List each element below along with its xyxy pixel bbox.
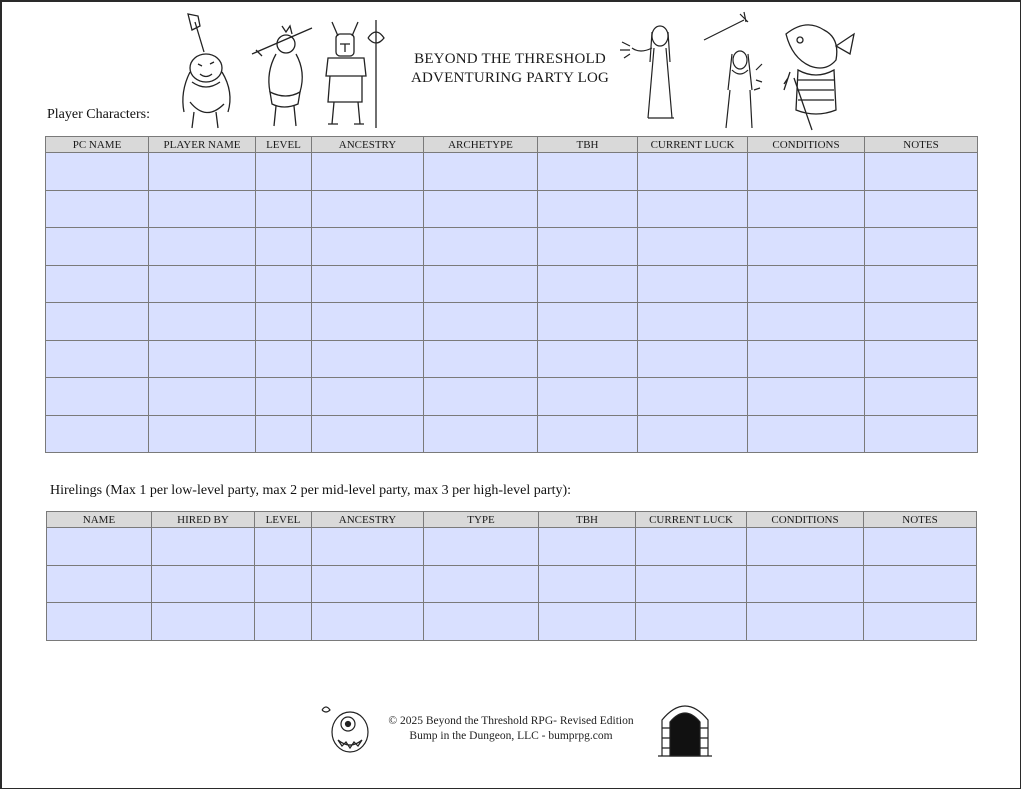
pc-cell-level[interactable] (256, 153, 312, 191)
pc-cell-notes[interactable] (865, 415, 978, 453)
hireling-cell-current-luck[interactable] (636, 603, 747, 641)
pc-cell-ancestry[interactable] (312, 228, 424, 266)
pc-cell-archetype[interactable] (424, 190, 538, 228)
pc-cell-tbh[interactable] (538, 190, 638, 228)
pc-cell-pc-name[interactable] (46, 378, 149, 416)
pc-cell-current-luck[interactable] (638, 190, 748, 228)
pc-cell-archetype[interactable] (424, 303, 538, 341)
hireling-header-name: NAME (47, 512, 152, 528)
table-row (46, 190, 978, 228)
druid-illustration (700, 10, 766, 132)
pc-cell-conditions[interactable] (748, 228, 865, 266)
pc-cell-pc-name[interactable] (46, 340, 149, 378)
pc-header-tbh: TBH (538, 137, 638, 153)
hireling-header-type: TYPE (424, 512, 539, 528)
hireling-cell-level[interactable] (255, 528, 312, 566)
pc-cell-notes[interactable] (865, 265, 978, 303)
hireling-header-notes: NOTES (864, 512, 977, 528)
pc-cell-archetype[interactable] (424, 340, 538, 378)
hireling-cell-conditions[interactable] (747, 565, 864, 603)
player-characters-label: Player Characters: (47, 107, 151, 122)
table-row (46, 415, 978, 453)
table-row (46, 153, 978, 191)
table-row (46, 228, 978, 266)
pc-cell-current-luck[interactable] (638, 340, 748, 378)
pc-cell-conditions[interactable] (748, 378, 865, 416)
pc-cell-level[interactable] (256, 190, 312, 228)
hireling-header-level: LEVEL (255, 512, 312, 528)
pc-cell-player-name[interactable] (149, 303, 256, 341)
pc-cell-tbh[interactable] (538, 265, 638, 303)
pc-cell-conditions[interactable] (748, 265, 865, 303)
hireling-cell-name[interactable] (47, 565, 152, 603)
pc-cell-ancestry[interactable] (312, 415, 424, 453)
pc-header-row (46, 137, 978, 153)
pc-cell-current-luck[interactable] (638, 303, 748, 341)
title-line-2: ADVENTURING PARTY LOG (410, 70, 610, 86)
hireling-cell-tbh[interactable] (539, 565, 636, 603)
hirelings-header-row (47, 512, 977, 528)
barbarian-axe-illustration (168, 12, 244, 130)
pc-cell-tbh[interactable] (538, 153, 638, 191)
document-title (408, 50, 612, 88)
hireling-cell-level[interactable] (255, 565, 312, 603)
pc-header-level: LEVEL (256, 137, 312, 153)
hireling-cell-notes[interactable] (864, 603, 977, 641)
table-row (46, 265, 978, 303)
hireling-cell-name[interactable] (47, 603, 152, 641)
copyright-text: © 2025 Beyond the Threshold RPG- Revised Edition (388, 715, 634, 727)
pc-cell-archetype[interactable] (424, 378, 538, 416)
hireling-cell-ancestry[interactable] (312, 565, 424, 603)
publisher-text: Bump in the Dungeon, LLC - bumprpg.com (409, 730, 613, 742)
pc-cell-player-name[interactable] (149, 190, 256, 228)
pc-header-archetype: ARCHETYPE (424, 137, 538, 153)
hireling-cell-tbh[interactable] (539, 603, 636, 641)
hireling-cell-type[interactable] (424, 565, 539, 603)
cyclops-illustration (318, 702, 376, 756)
pc-cell-current-luck[interactable] (638, 415, 748, 453)
table-row (47, 603, 977, 641)
pc-cell-tbh[interactable] (538, 340, 638, 378)
pc-cell-pc-name[interactable] (46, 265, 149, 303)
pc-cell-ancestry[interactable] (312, 153, 424, 191)
pc-cell-pc-name[interactable] (46, 228, 149, 266)
pc-cell-tbh[interactable] (538, 228, 638, 266)
pc-cell-archetype[interactable] (424, 415, 538, 453)
pc-cell-ancestry[interactable] (312, 340, 424, 378)
fish-mage-illustration (776, 20, 858, 132)
hirelings-table-body (47, 528, 977, 641)
pc-cell-level[interactable] (256, 340, 312, 378)
hireling-cell-current-luck[interactable] (636, 528, 747, 566)
table-row (46, 340, 978, 378)
pc-cell-player-name[interactable] (149, 153, 256, 191)
dungeon-door-illustration (654, 698, 716, 760)
table-row (47, 565, 977, 603)
hirelings-table (46, 511, 977, 641)
hireling-cell-type[interactable] (424, 603, 539, 641)
pc-cell-conditions[interactable] (748, 415, 865, 453)
pc-header-conditions: CONDITIONS (748, 137, 865, 153)
pc-cell-player-name[interactable] (149, 340, 256, 378)
hireling-cell-conditions[interactable] (747, 528, 864, 566)
pc-cell-conditions[interactable] (748, 303, 865, 341)
hireling-header-conditions: CONDITIONS (747, 512, 864, 528)
pc-table-body (46, 153, 978, 453)
hireling-cell-tbh[interactable] (539, 528, 636, 566)
pc-cell-level[interactable] (256, 228, 312, 266)
pc-cell-level[interactable] (256, 378, 312, 416)
pc-cell-notes[interactable] (865, 228, 978, 266)
pc-cell-tbh[interactable] (538, 303, 638, 341)
pc-cell-player-name[interactable] (149, 265, 256, 303)
pc-cell-archetype[interactable] (424, 265, 538, 303)
pc-cell-level[interactable] (256, 265, 312, 303)
pc-cell-conditions[interactable] (748, 153, 865, 191)
player-characters-table (45, 136, 978, 453)
hireling-header-tbh: TBH (539, 512, 636, 528)
hireling-header-hired-by: HIRED BY (152, 512, 255, 528)
hireling-cell-notes[interactable] (864, 565, 977, 603)
hireling-cell-notes[interactable] (864, 528, 977, 566)
pc-cell-current-luck[interactable] (638, 378, 748, 416)
hireling-cell-current-luck[interactable] (636, 565, 747, 603)
pc-cell-pc-name[interactable] (46, 415, 149, 453)
horned-knight-illustration (318, 16, 390, 132)
pc-cell-level[interactable] (256, 303, 312, 341)
table-row (47, 528, 977, 566)
pc-cell-notes[interactable] (865, 378, 978, 416)
sorceress-illustration (618, 18, 680, 130)
pc-cell-notes[interactable] (865, 190, 978, 228)
pc-cell-current-luck[interactable] (638, 265, 748, 303)
pc-header-pc-name: PC NAME (46, 137, 149, 153)
pc-header-player-name: PLAYER NAME (149, 137, 256, 153)
pc-cell-conditions[interactable] (748, 190, 865, 228)
pc-cell-player-name[interactable] (149, 415, 256, 453)
pc-cell-notes[interactable] (865, 303, 978, 341)
footer (378, 714, 644, 744)
hireling-cell-ancestry[interactable] (312, 603, 424, 641)
hireling-header-ancestry: ANCESTRY (312, 512, 424, 528)
pc-cell-archetype[interactable] (424, 228, 538, 266)
pc-cell-notes[interactable] (865, 153, 978, 191)
title-line-1: BEYOND THE THRESHOLD (414, 51, 606, 67)
hirelings-label: Hirelings (Max 1 per low-level party, max 2 per mid-level party, max 3 per high-level party): (50, 483, 572, 498)
hireling-header-current-luck: CURRENT LUCK (636, 512, 747, 528)
pc-cell-ancestry[interactable] (312, 303, 424, 341)
pc-header-notes: NOTES (865, 137, 978, 153)
pc-cell-ancestry[interactable] (312, 378, 424, 416)
pc-cell-pc-name[interactable] (46, 303, 149, 341)
hireling-cell-hired-by[interactable] (152, 565, 255, 603)
pc-cell-conditions[interactable] (748, 340, 865, 378)
table-row (46, 378, 978, 416)
pc-cell-level[interactable] (256, 415, 312, 453)
pc-cell-pc-name[interactable] (46, 153, 149, 191)
pc-cell-player-name[interactable] (149, 228, 256, 266)
hireling-cell-ancestry[interactable] (312, 528, 424, 566)
pc-cell-notes[interactable] (865, 340, 978, 378)
pc-cell-pc-name[interactable] (46, 190, 149, 228)
table-row (46, 303, 978, 341)
pc-header-current-luck: CURRENT LUCK (638, 137, 748, 153)
hireling-cell-hired-by[interactable] (152, 528, 255, 566)
warrior-sword-illustration (246, 22, 318, 130)
pc-cell-current-luck[interactable] (638, 228, 748, 266)
pc-cell-current-luck[interactable] (638, 153, 748, 191)
pc-header-ancestry: ANCESTRY (312, 137, 424, 153)
pc-cell-tbh[interactable] (538, 378, 638, 416)
pc-cell-ancestry[interactable] (312, 190, 424, 228)
hireling-cell-type[interactable] (424, 528, 539, 566)
pc-cell-player-name[interactable] (149, 378, 256, 416)
pc-cell-tbh[interactable] (538, 415, 638, 453)
hireling-cell-conditions[interactable] (747, 603, 864, 641)
hireling-cell-name[interactable] (47, 528, 152, 566)
hireling-cell-level[interactable] (255, 603, 312, 641)
hireling-cell-hired-by[interactable] (152, 603, 255, 641)
pc-cell-ancestry[interactable] (312, 265, 424, 303)
pc-cell-archetype[interactable] (424, 153, 538, 191)
